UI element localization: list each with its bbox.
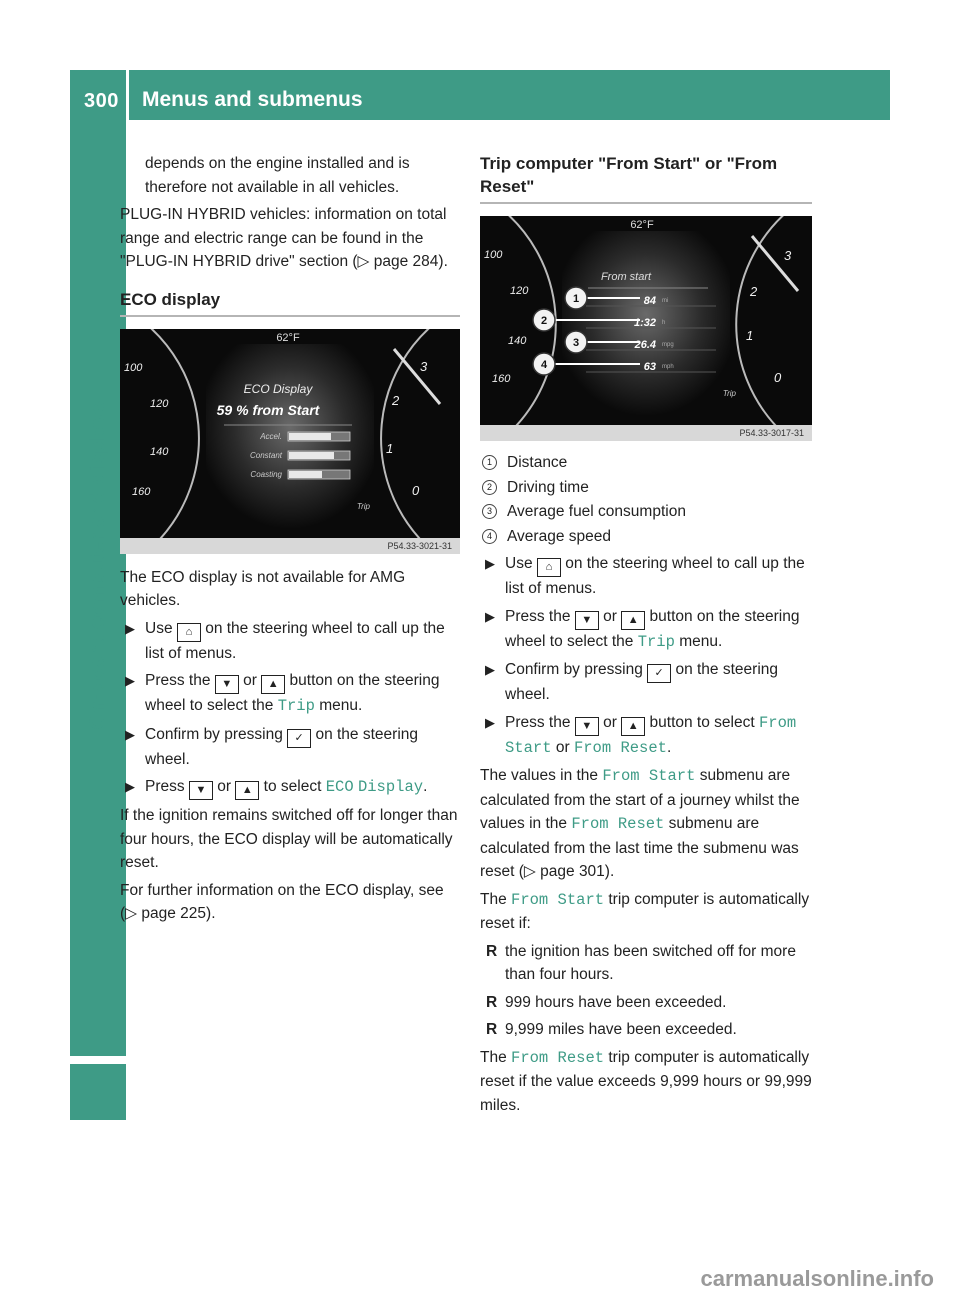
gauge-tick-160: 160	[132, 485, 151, 498]
menu-from-reset: From Reset	[573, 738, 667, 757]
rpm-tick-1: 1	[746, 328, 754, 343]
step-press: ▶ Press the ▼ or ▲ button on the steering wheel to select the Trip menu.	[120, 669, 460, 719]
gauge-tick-120: 120	[150, 397, 169, 410]
menu-trip: Trip	[637, 632, 675, 651]
eco-heading: ECO display	[120, 289, 221, 309]
ok-icon: ✓	[647, 664, 671, 683]
legend-item-4: 4 Average speed	[480, 525, 812, 549]
step-use: ▶ Use ⌂ on the steering wheel to call up the list of menus.	[120, 617, 460, 666]
legend-item-1: 1 Distance	[480, 451, 812, 475]
from-reset-paragraph: The From Reset trip computer is automatically reset if the value exceeds 9,999 hours or 99,999 miles.	[480, 1048, 812, 1114]
rpm-tick-2: 2	[750, 284, 758, 299]
step-confirm: ▶ Confirm by pressing ✓ on the steering wheel.	[120, 723, 460, 772]
step-arrow-icon: ▶	[485, 662, 495, 677]
menu-trip: Trip	[277, 697, 315, 715]
step-arrow-icon: ▶	[125, 620, 135, 636]
gauge-tick-120: 120	[510, 285, 529, 297]
intro-continuation: depends on the engine installed and is therefore not available in all vehicles.	[145, 155, 410, 196]
menu-eco: ECO	[325, 778, 354, 796]
value-speed: 63	[643, 361, 656, 373]
ignition-paragraph: If the ignition remains switched off for longer than four hours, the ECO display will be automatically reset.	[120, 807, 458, 871]
auto-reset-paragraph: The From Start trip computer is automatically reset if:	[480, 890, 810, 932]
up-arrow-icon: ▲	[621, 717, 645, 736]
trip-label: Trip	[356, 501, 370, 511]
rpm-tick-0: 0	[774, 370, 782, 385]
gauge-tick-140: 140	[150, 445, 169, 458]
eco-bar-fill-3	[289, 471, 322, 478]
left-column	[120, 152, 460, 930]
svg-text:3: 3	[572, 337, 580, 349]
further-info-paragraph: For further information on the ECO display, see (▷ page 225).	[120, 881, 444, 922]
rule	[120, 315, 460, 317]
page-title: Menus and submenus	[142, 88, 363, 111]
rpm-tick-0: 0	[412, 482, 420, 498]
page-number: 300	[84, 90, 119, 112]
plugin-note: PLUG-IN HYBRID vehicles: information on total range and electric range can be found in the "PLUG-IN HYBRID drive" section (▷ page 284).	[120, 206, 448, 270]
step-arrow-icon: ▶	[125, 726, 135, 742]
down-arrow-icon: ▼	[575, 717, 599, 736]
home-icon: ⌂	[177, 623, 201, 642]
eco-percent-label: 59 % from Start	[216, 401, 320, 418]
menu-display: Display	[357, 778, 424, 796]
step-select-submenu: ▶ Press the ▼ or ▲ button to select From Start or From Reset.	[480, 711, 812, 761]
eco-amg-note: The ECO display is not available for AMG vehicles.	[120, 568, 406, 609]
temp-reading: 62°F	[276, 331, 300, 344]
down-arrow-icon: ▼	[215, 675, 239, 694]
bar-label-accel: Accel.	[260, 431, 282, 441]
values-paragraph: The values in the From Start submenu are calculated from the start of a journey whilst the values in the From Reset submenu are calculated from the last time the submenu was reset (▷ page 301).	[480, 767, 800, 880]
legend-item-3: 3 Average fuel consumption	[480, 500, 812, 524]
step-arrow-icon: ▶	[125, 673, 135, 688]
rpm-tick-3: 3	[784, 248, 792, 263]
bar-label-coasting: Coasting	[250, 469, 282, 479]
down-arrow-icon: ▼	[189, 781, 213, 800]
step-arrow-icon: ▶	[485, 556, 495, 571]
up-arrow-icon: ▲	[621, 611, 645, 630]
watermark: carmanualsonline.info	[700, 1266, 934, 1291]
unit-distance: mi	[662, 298, 669, 304]
menu-from-start: From Start	[505, 713, 797, 757]
bullet-miles: R 9,999 miles have been exceeded.	[480, 1018, 812, 1042]
value-distance: 84	[643, 295, 656, 307]
right-column	[480, 152, 812, 1121]
section-title: On-board computer and displays	[86, 400, 109, 730]
eco-display-figure	[120, 329, 460, 554]
value-fuel: 26.4	[634, 339, 656, 351]
step-arrow-icon: ▶	[125, 779, 135, 794]
rpm-tick-1: 1	[386, 440, 394, 456]
trip-computer-figure	[480, 216, 812, 441]
step-confirm: ▶ Confirm by pressing ✓ on the steering wheel.	[480, 658, 812, 707]
step-press: ▶ Press the ▼ or ▲ button on the steering wheel to select the Trip menu.	[480, 605, 812, 655]
value-time: 1:32	[633, 317, 656, 329]
eco-bar-fill-2	[289, 452, 334, 459]
step-select-eco: ▶ Press ▼ or ▲ to select ECO Display.	[120, 775, 460, 800]
ok-icon: ✓	[287, 729, 311, 748]
bullet-hours: R 999 hours have been exceeded.	[480, 991, 812, 1015]
up-arrow-icon: ▲	[261, 675, 285, 694]
gauge-tick-140: 140	[508, 335, 527, 347]
gauge-tick-160: 160	[492, 373, 511, 385]
eco-display-label: ECO Display	[243, 381, 313, 396]
step-arrow-icon: ▶	[485, 714, 495, 730]
bullet-icon: R	[486, 993, 498, 1011]
bullet-ignition: R the ignition has been switched off for more than four hours.	[480, 940, 812, 987]
svg-text:1: 1	[572, 293, 580, 305]
svg-text:2: 2	[540, 315, 548, 327]
side-square	[70, 1064, 126, 1120]
temp-reading: 62°F	[630, 219, 654, 231]
home-icon: ⌂	[537, 558, 561, 577]
bullet-icon: R	[486, 1021, 498, 1038]
figure-code: P54.33-3017-31	[480, 425, 812, 441]
unit-time: h	[662, 320, 666, 326]
figure-code: P54.33-3021-31	[120, 538, 460, 554]
gauge-tick-100: 100	[124, 361, 143, 374]
unit-speed: mph	[662, 364, 674, 370]
step-arrow-icon: ▶	[485, 608, 495, 624]
bar-label-constant: Constant	[249, 450, 282, 460]
svg-text:4: 4	[540, 359, 548, 371]
bullet-icon: R	[486, 942, 498, 960]
rule	[480, 202, 812, 204]
unit-fuel: mpg	[662, 342, 674, 348]
legend-item-2: 2 Driving time	[480, 476, 812, 500]
down-arrow-icon: ▼	[575, 611, 599, 630]
trip-label: Trip	[722, 389, 736, 398]
step-use: ▶ Use ⌂ on the steering wheel to call up the list of menus.	[480, 552, 812, 601]
from-start-label: From start	[600, 271, 652, 283]
trip-heading: Trip computer "From Start" or "From Reset"	[480, 154, 778, 196]
rpm-tick-3: 3	[420, 358, 428, 374]
header-separator	[126, 70, 129, 120]
gauge-tick-100: 100	[484, 249, 503, 261]
rpm-tick-2: 2	[392, 392, 400, 408]
eco-bar-fill-1	[289, 433, 331, 440]
up-arrow-icon: ▲	[235, 781, 259, 800]
